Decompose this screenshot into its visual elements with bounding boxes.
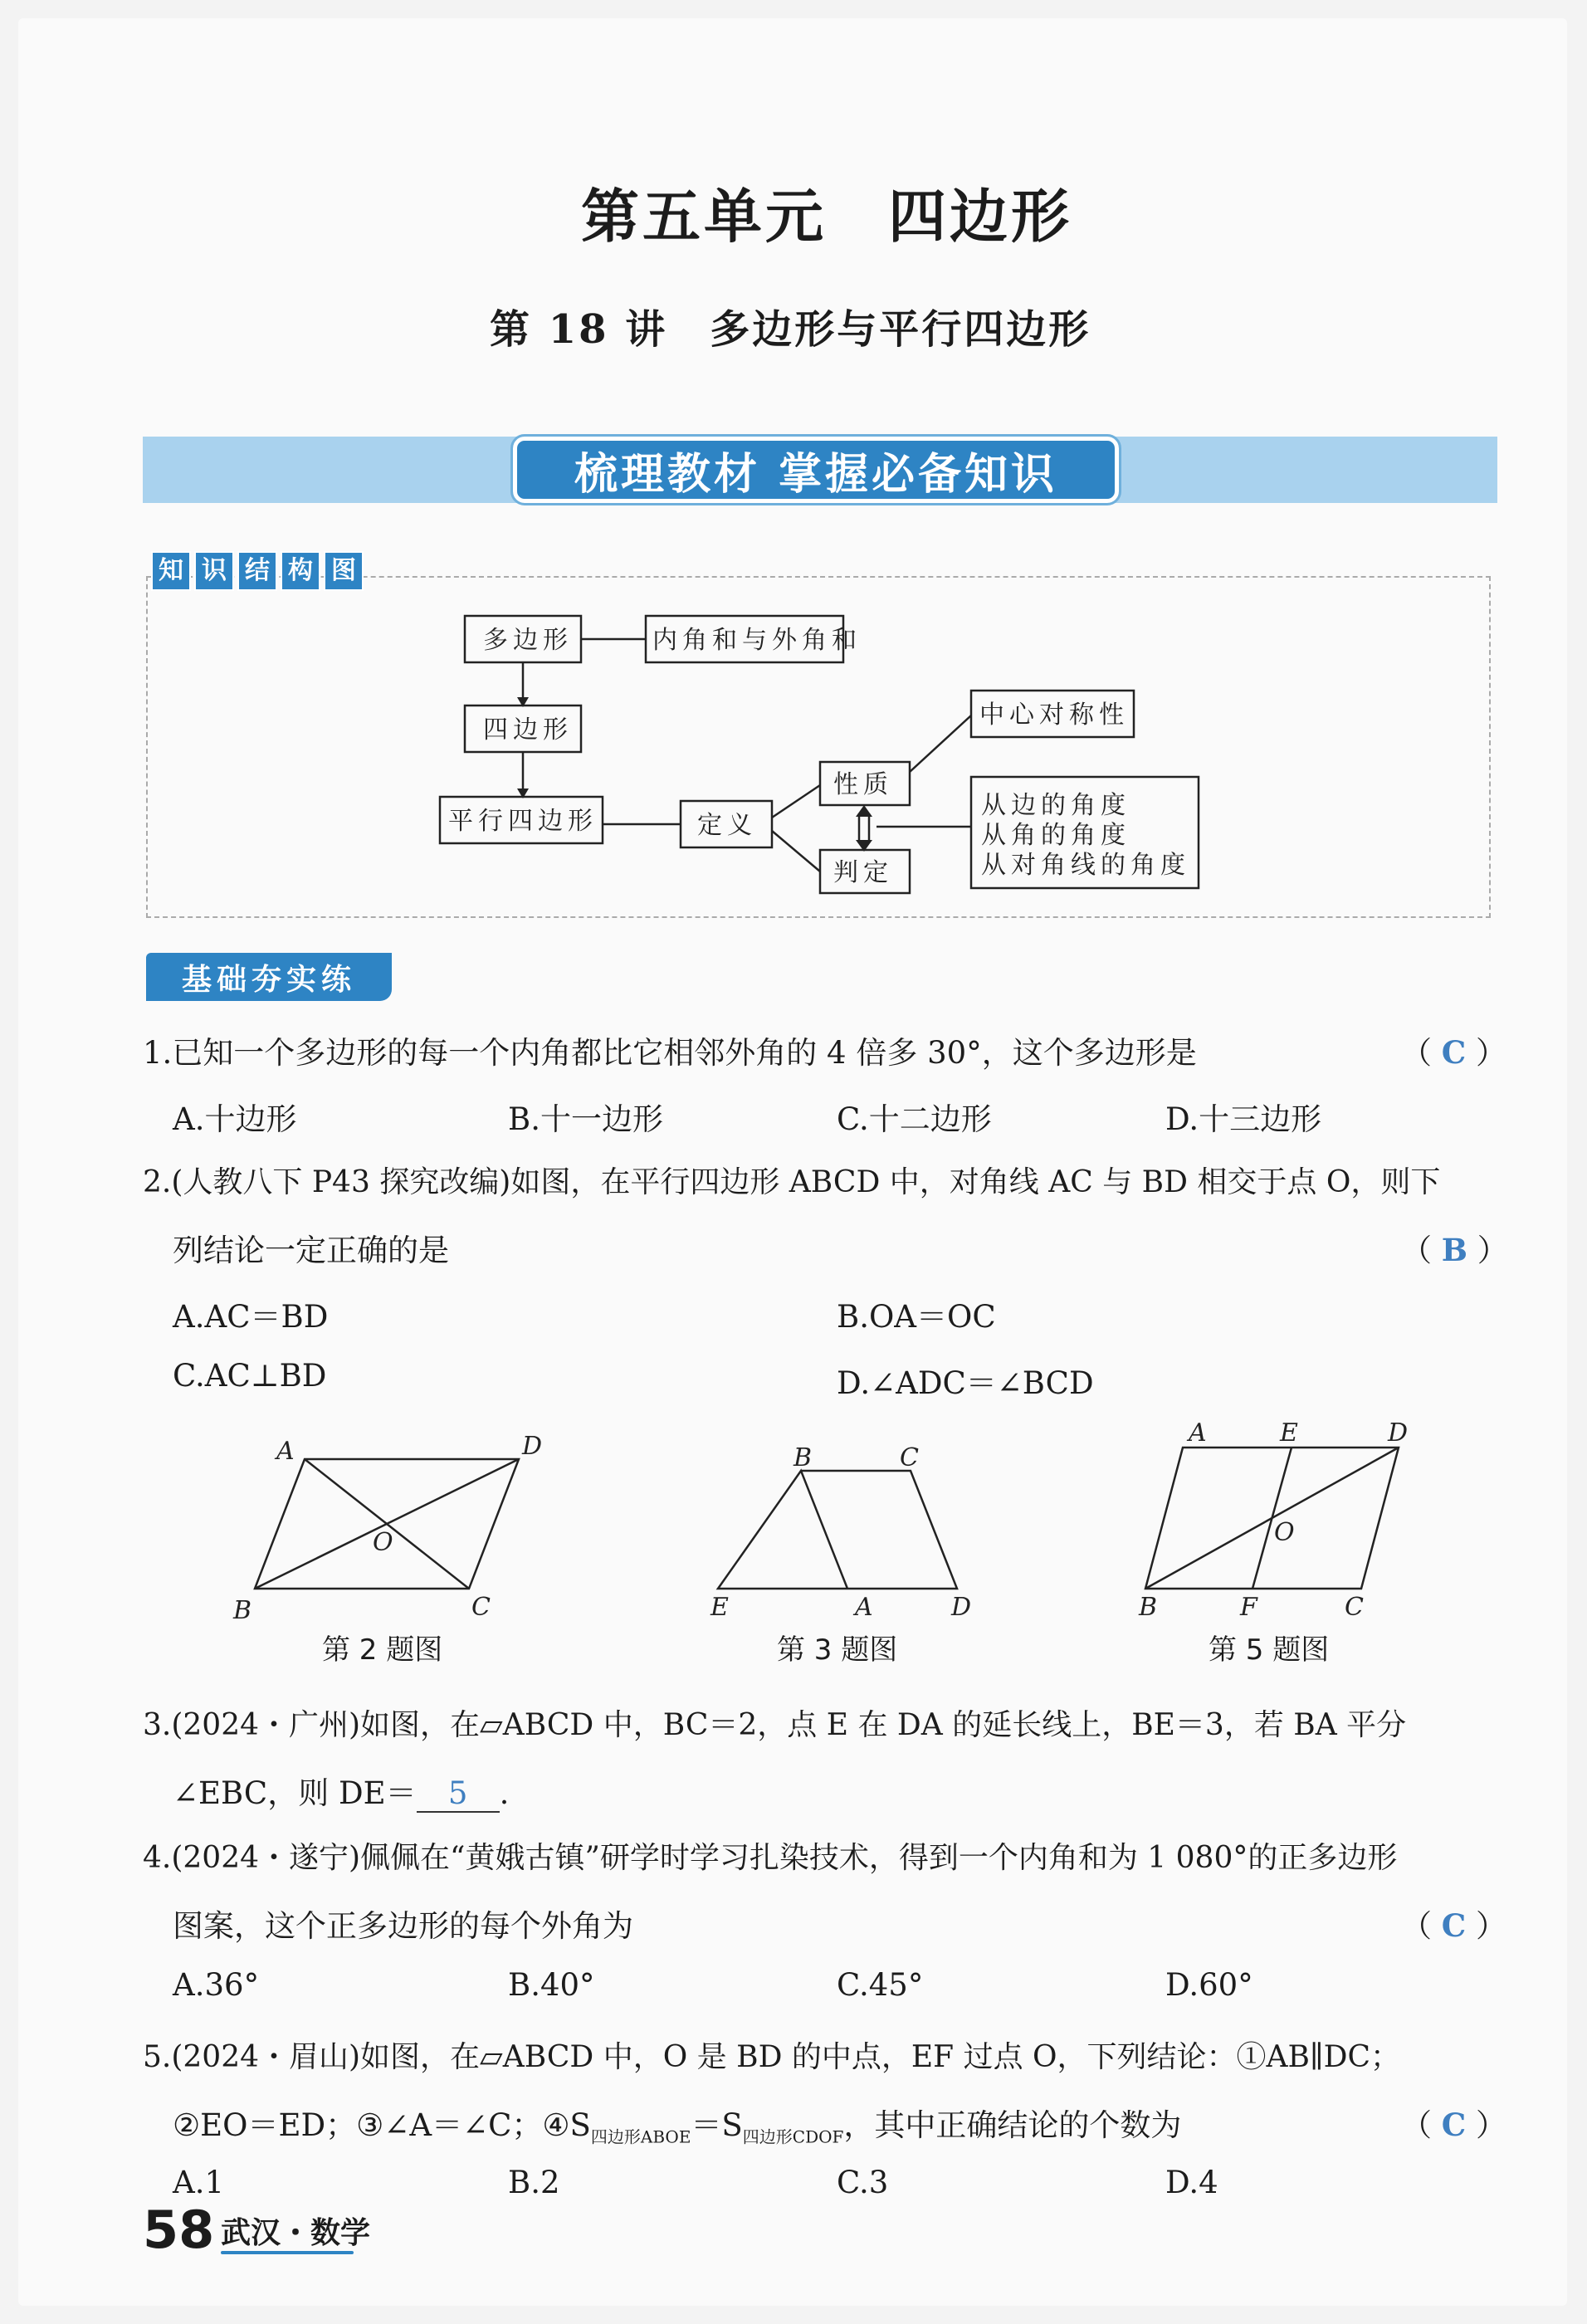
question-4-line2: 图案，这个正多边形的每个外角为	[173, 1908, 633, 1944]
question-3-prefix: ∠EBC，则 DE＝	[173, 1775, 417, 1811]
fig2-label-c: C	[471, 1593, 491, 1622]
tag-char: 构	[281, 551, 320, 591]
answer-2: B	[1441, 1232, 1468, 1268]
fig3-shape	[718, 1471, 957, 1589]
fig2-label-o: O	[373, 1528, 393, 1557]
fig3-label-c: C	[900, 1443, 919, 1472]
answer-1: C	[1441, 1034, 1467, 1071]
tag-char: 结	[237, 551, 277, 591]
fig5-label-b: B	[1139, 1593, 1158, 1622]
option: D.∠ADC＝∠BCD	[837, 1365, 1094, 1401]
question-3-line2	[173, 1768, 509, 1813]
option: D.十三边形	[1165, 1101, 1322, 1137]
node-angle-2: 从角的角度	[981, 821, 1130, 850]
question-4-line1: 4.(2024・遂宁)佩佩在“黄娥古镇”研学时学习扎染技术，得到一个内角和为 1 080°的正多边形	[143, 1841, 1398, 1875]
node-definition: 定义	[697, 811, 757, 840]
unit-title: 第五单元 四边形	[581, 182, 1072, 251]
page-number: 58	[143, 2200, 215, 2260]
q5-part-a: ②EO＝ED；③∠A＝∠C；④S	[173, 2107, 591, 2143]
question-3-line1: 3.(2024・广州)如图，在▱ABCD 中，BC＝2，点 E 在 DA 的延长线上，BE＝3，若 BA 平分	[143, 1708, 1407, 1742]
option: B.40°	[508, 1967, 595, 2003]
option: A.1	[173, 2165, 225, 2200]
footer-text: 武汉・数学	[221, 2216, 371, 2250]
fig2-diagonal-bd	[255, 1459, 519, 1589]
option: A.36°	[173, 1967, 260, 2003]
tag-char: 图	[324, 551, 364, 591]
option: C.45°	[837, 1967, 924, 2003]
answer-bracket-4: （ C ）	[1401, 1907, 1506, 1944]
option: B.OA＝OC	[837, 1299, 996, 1335]
node-central-symmetry: 中心对称性	[979, 701, 1129, 730]
question-3-suffix: .	[499, 1775, 510, 1811]
q5-part-b: ＝S	[691, 2107, 743, 2143]
option: C.十二边形	[837, 1101, 992, 1137]
fig5-label-e: E	[1280, 1418, 1298, 1448]
node-quadrilateral: 四边形	[483, 715, 573, 745]
fig5-caption: 第 5 题图	[1209, 1633, 1330, 1667]
question-5-line2	[173, 2100, 1181, 2147]
answer-5: C	[1441, 2107, 1467, 2143]
answer-bracket-5: （ C ）	[1401, 2107, 1506, 2143]
lecture-title: 第 18 讲 多边形与平行四边形	[490, 306, 1091, 353]
answer-bracket-1: （ C ）	[1401, 1034, 1506, 1071]
fig3-label-e: E	[710, 1593, 729, 1622]
q5-sub-1: 四边形ABOE	[590, 2126, 691, 2147]
footer-underline	[221, 2251, 354, 2254]
fig3-label-a: A	[855, 1593, 873, 1622]
option: B.2	[508, 2165, 560, 2200]
q5-part-c: ，其中正确结论的个数为	[843, 2107, 1182, 2143]
banner-title: 梳理教材 掌握必备知识	[513, 437, 1119, 503]
node-angle-1: 从边的角度	[981, 791, 1130, 820]
fig2-label-a: A	[276, 1437, 295, 1466]
practice-tag: 基础夯实练	[146, 953, 392, 1001]
answer-3: 5	[417, 1775, 500, 1813]
tag-char: 识	[194, 551, 234, 591]
fig5-label-o: O	[1274, 1518, 1295, 1547]
fig3-caption: 第 3 题图	[777, 1633, 898, 1667]
question-2-line2: 列结论一定正确的是	[173, 1233, 449, 1268]
question-1: 1.已知一个多边形的每一个内角都比它相邻外角的 4 倍多 30°，这个多边形是	[143, 1035, 1197, 1071]
question-5-line1: 5.(2024・眉山)如图，在▱ABCD 中，O 是 BD 的中点，EF 过点 O，下列结论：①AB∥DC；	[143, 2040, 1401, 2074]
option: A.十边形	[173, 1101, 297, 1137]
node-angle-3: 从对角线的角度	[981, 851, 1190, 880]
option: A.AC＝BD	[173, 1299, 329, 1335]
node-parallelogram: 平行四边形	[448, 807, 598, 836]
fig5-label-a: A	[1189, 1418, 1207, 1448]
question-2-line1: 2.(人教八下 P43 探究改编)如图，在平行四边形 ABCD 中，对角线 AC 与 BD 相交于点 O，则下	[143, 1165, 1441, 1199]
fig5-label-c: C	[1345, 1593, 1364, 1622]
option: D.60°	[1165, 1967, 1253, 2003]
option: C.AC⊥BD	[173, 1358, 327, 1394]
option: B.十一边形	[508, 1101, 663, 1137]
node-polygon: 多边形	[483, 626, 573, 655]
option: D.4	[1165, 2165, 1218, 2200]
fig5-label-d: D	[1388, 1418, 1409, 1448]
node-angle-sum: 内角和与外角和	[652, 626, 862, 655]
fig5-label-f: F	[1240, 1593, 1257, 1622]
answer-bracket-2: （ B ）	[1401, 1232, 1508, 1268]
option: C.3	[837, 2165, 889, 2200]
node-property: 性质	[833, 770, 893, 799]
fig2-label-b: B	[233, 1596, 252, 1625]
answer-4: C	[1441, 1907, 1467, 1944]
fig3-label-b: B	[794, 1443, 813, 1472]
tag-char: 知	[151, 551, 191, 591]
q5-sub-2: 四边形CDOF	[742, 2126, 844, 2147]
fig2-caption: 第 2 题图	[322, 1633, 443, 1667]
fig2-label-d: D	[522, 1432, 543, 1461]
fig3-label-d: D	[951, 1593, 972, 1622]
node-criterion: 判定	[833, 858, 893, 887]
